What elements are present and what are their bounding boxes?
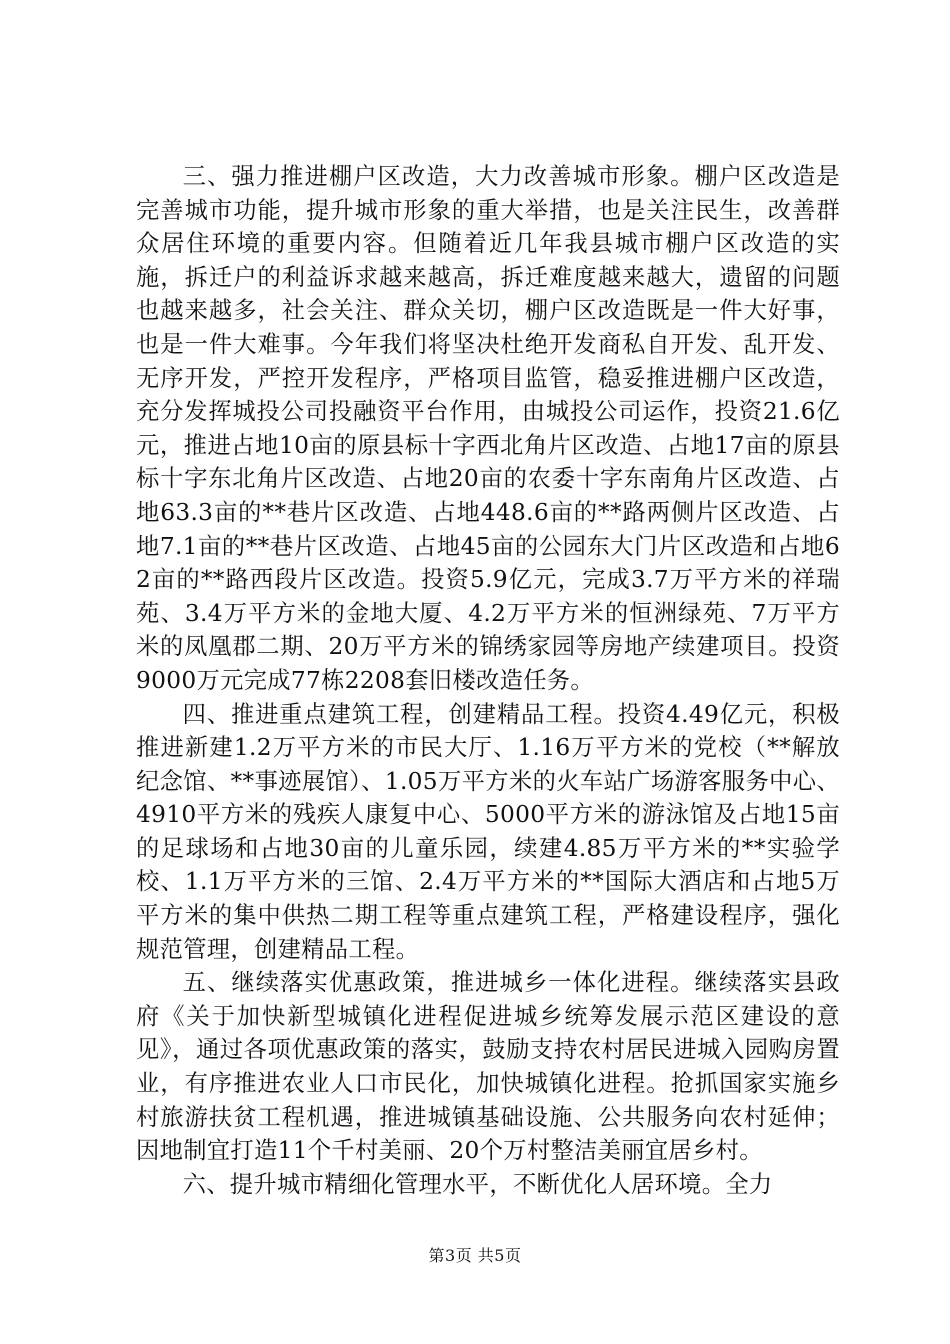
document-body	[136, 160, 840, 1201]
page-footer: 第3页 共5页	[428, 1246, 522, 1265]
paragraph-urban-rural-integration: 五、继续落实优惠政策，推进城乡一体化进程。继续落实县政府《关于加快新型城镇化进程促进城乡统筹发展示范区建设的意见》，通过各项优惠政策的落实，鼓励支持农村居民进城入园购房置业，有序推进农业人口市民化，加快城镇化进程。抢抓国家实施乡村旅游扶贫工程机遇，推进城镇基础设施、公共服务向农村延伸；因地制宜打造11个千村美丽、20个万村整洁美丽宜居乡村。	[136, 969, 840, 1165]
paragraph-urban-management: 六、提升城市精细化管理水平，不断优化人居环境。全力	[182, 1170, 773, 1198]
paragraph-key-construction-projects: 四、推进重点建筑工程，创建精品工程。投资4.49亿元，积极推进新建1.2万平方米的市民大厅、1.16万平方米的党校（**解放纪念馆、**事迹展馆）、1.05万平方米的火车站广场游客服务中心、4910平方米的残疾人康复中心、5000平方米的游泳馆及占地15亩的足球场和占地30亩的儿童乐园，续建4.85万平方米的**实验学校、1.1万平方米的三馆、2.4万平方米的**国际大酒店和占地5万平方米的集中供热二期工程等重点建筑工程，严格建设程序，强化规范管理，创建精品工程。	[136, 700, 840, 963]
paragraph-shantytown-renovation: 三、强力推进棚户区改造，大力改善城市形象。棚户区改造是完善城市功能，提升城市形象的重大举措，也是关注民生，改善群众居住环境的重要内容。但随着近几年我县城市棚户区改造的实施，拆迁户的利益诉求越来越高，拆迁难度越来越大，遗留的问题也越来越多，社会关注、群众关切，棚户区改造既是一件大好事，也是一件大难事。今年我们将坚决杜绝开发商私自开发、乱开发、无序开发，严控开发程序，严格项目监管，稳妥推进棚户区改造，充分发挥城投公司投融资平台作用，由城投公司运作，投资21.6亿元，推进占地10亩的原县标十字西北角片区改造、占地17亩的原县标十字东北角片区改造、占地20亩的农委十字东南角片区改造、占地63.3亩的**巷片区改造、占地448.6亩的**路两侧片区改造、占地7.1亩的**巷片区改造、占地45亩的公园东大门片区改造和占地62亩的**路西段片区改造。投资5.9亿元，完成3.7万平方米的祥瑞苑、3.4万平方米的金地大厦、4.2万平方米的恒洲绿苑、7万平方米的凤凰郡二期、20万平方米的锦绣家园等房地产续建项目。投资9000万元完成77栋2208套旧楼改造任务。	[136, 163, 840, 694]
